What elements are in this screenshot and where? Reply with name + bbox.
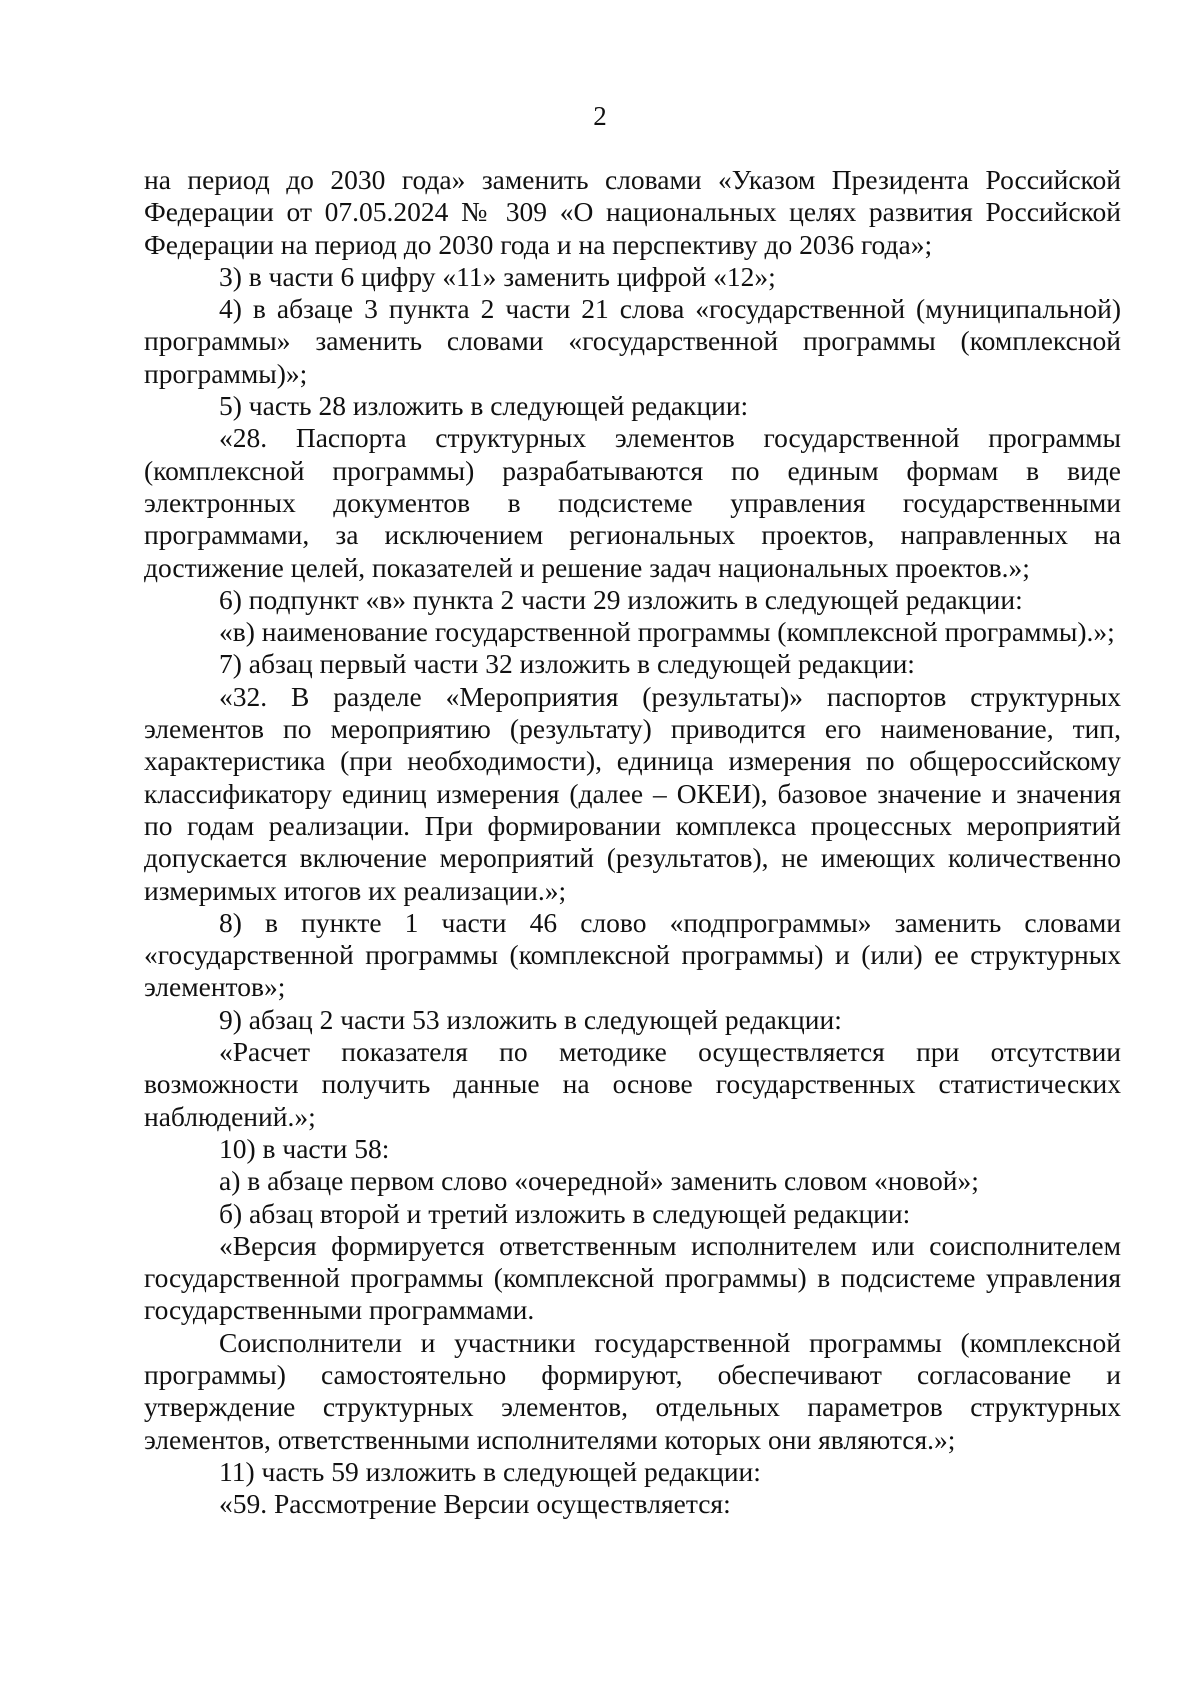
paragraph-quote-calculation: «Расчет показателя по методике осуществляется при отсутствии возможности получить данные на основе государственных статистических наблюдений.»; (144, 1036, 1121, 1132)
paragraph-item-9: 9) абзац 2 части 53 изложить в следующей редакции: (219, 1003, 842, 1035)
paragraph-subitem-b: б) абзац второй и третий изложить в следующей редакции: (219, 1197, 911, 1229)
paragraph-item-6: 6) подпункт «в» пункта 2 части 29 изложить в следующей редакции: (219, 583, 1023, 615)
paragraph-item-11: 11) часть 59 изложить в следующей редакции: (219, 1455, 761, 1487)
paragraph-item-5: 5) часть 28 изложить в следующей редакции: (219, 390, 749, 422)
paragraph-item-10: 10) в части 58: (219, 1132, 390, 1164)
paragraph-item-3: 3) в части 6 цифру «11» заменить цифрой «12»; (219, 260, 776, 292)
page-number: 2 (593, 101, 607, 131)
paragraph-item-4: 4) в абзаце 3 пункта 2 части 21 слова «государственной (муниципальной) программы» заменить словами «государственной программы (комплексной программы)»; (144, 293, 1121, 389)
paragraph-quote-59: «59. Рассмотрение Версии осуществляется: (219, 1488, 731, 1520)
paragraph-quote-version: «Версия формируется ответственным исполнителем или соисполнителем государственной программы (комплексной программы) в подсистеме управления государственными программами. (144, 1229, 1121, 1326)
paragraph-continuation: на период до 2030 года» заменить словами «Указом Президента Российской Федерации от 07.05.2024 № 309 «О национальных целях развития Российской Федерации на период до 2030 года и на перспективу до 2036 года»; (144, 164, 1121, 260)
paragraph-item-8: 8) в пункте 1 части 46 слово «подпрограммы» заменить словами «государственной программы (комплексной программы) и (или) ее структурных элементов»; (144, 906, 1121, 1003)
paragraph-coexecutors: Соисполнители и участники государственной программы (комплексной программы) самостоятельно формируют, обеспечивают согласование и утверждение структурных элементов, отдельных параметров структурных элементов, ответственными исполнителями которых они являются.»; (144, 1326, 1121, 1455)
document-body (144, 164, 1121, 1520)
paragraph-quote-28: «28. Паспорта структурных элементов государственной программы (комплексной программы) разрабатываются по единым формам в виде электронных документов в подсистеме управления государственными программами, за исключением региональных проектов, направленных на достижение целей, показателей и решение задач национальных проектов.»; (144, 422, 1121, 583)
paragraph-item-7: 7) абзац первый части 32 изложить в следующей редакции: (219, 648, 915, 680)
paragraph-subitem-a: а) в абзаце первом слово «очередной» заменить словом «новой»; (219, 1165, 979, 1197)
paragraph-quote-v: «в) наименование государственной программы (комплексной программы).»; (219, 616, 1115, 648)
paragraph-quote-32: «32. В разделе «Мероприятия (результаты)» паспортов структурных элементов по мероприятию (результату) приводится его наименование, тип, характеристика (при необходимости), единица измерения по общероссийскому классификатору единиц измерения (далее – ОКЕИ), базовое значение и значения по годам реализации. При формировании комплекса процессных мероприятий допускается включение мероприятий (результатов), не имеющих количественно измеримых итогов их реализации.»; (144, 680, 1121, 906)
